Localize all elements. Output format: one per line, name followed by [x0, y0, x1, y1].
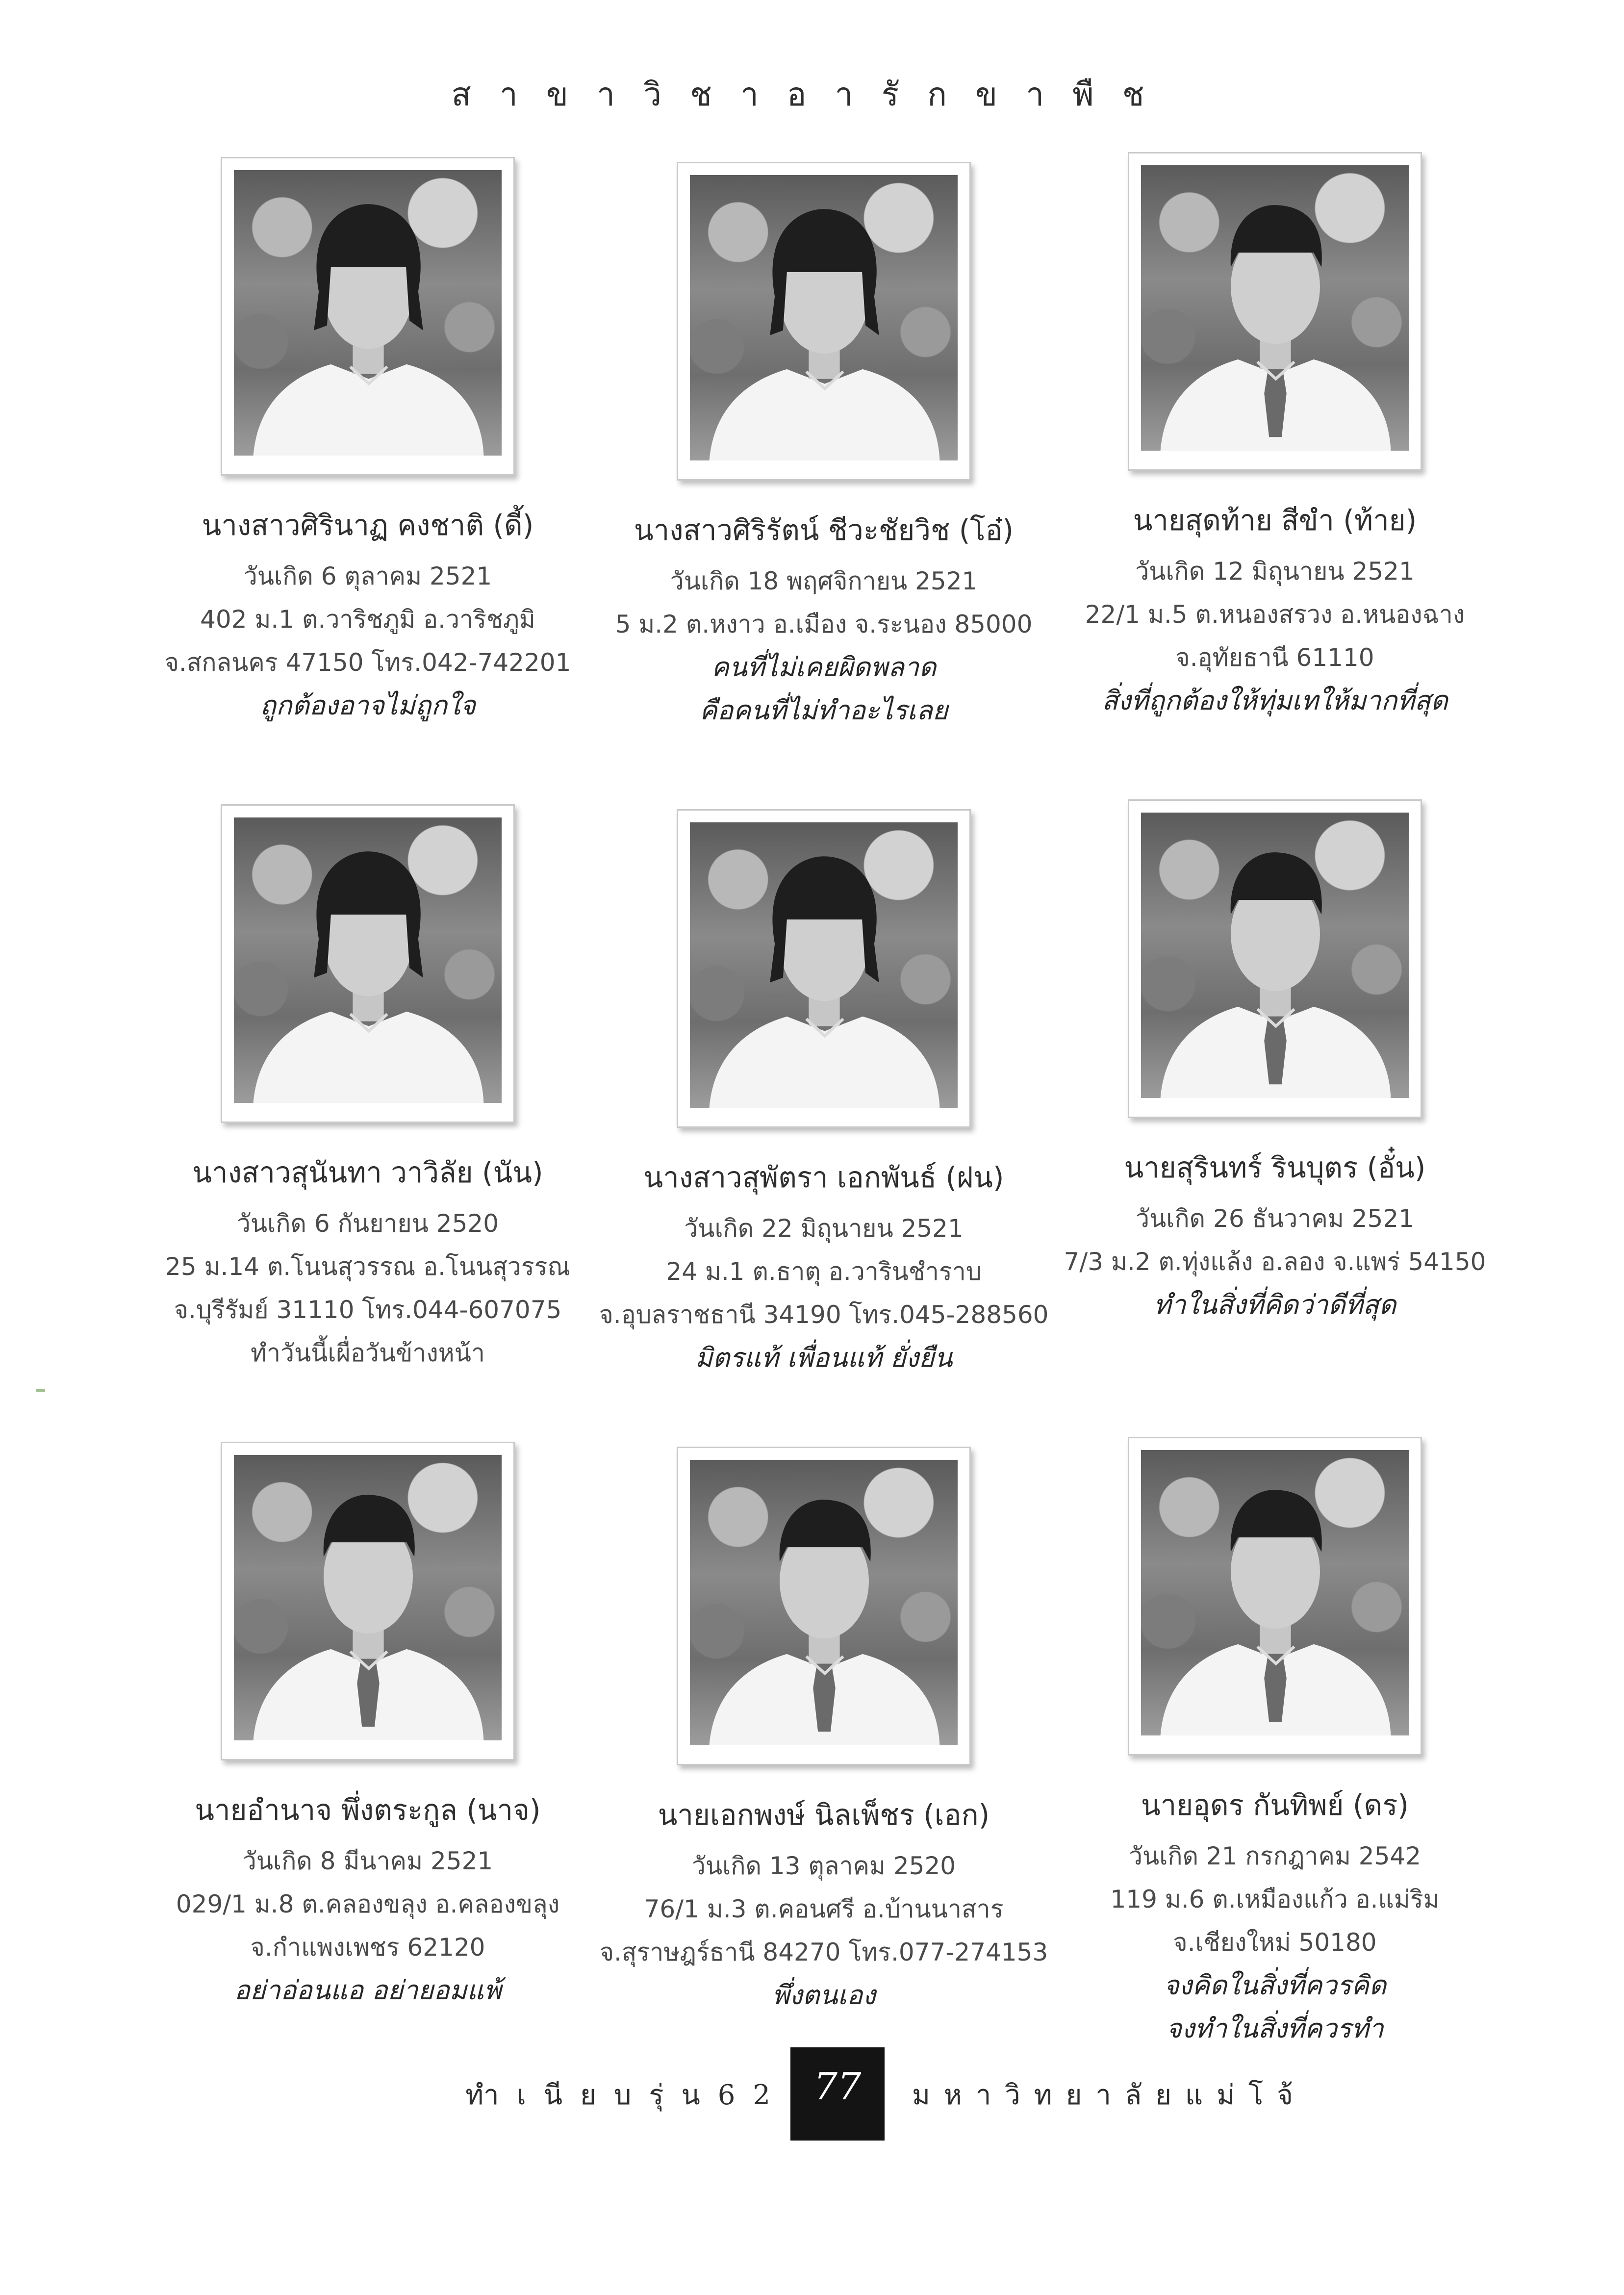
- portrait-silhouette: [234, 817, 502, 1103]
- address-line: จ.กำแพงเพชร 62120: [250, 1933, 485, 1962]
- birth-date: วันเกิด 21 กรกฎาคม 2542: [1128, 1842, 1421, 1870]
- portrait-photo: [1128, 1437, 1422, 1756]
- address-line: 5 ม.2 ต.หงาว อ.เมือง จ.ระนอง 85000: [615, 610, 1033, 638]
- address-line: จ.อุบลราชธานี 34190 โทร.045-288560: [599, 1300, 1049, 1329]
- profile-card: [579, 162, 1069, 732]
- address-line: จ.เชียงใหม่ 50180: [1173, 1928, 1377, 1957]
- portrait-photo: [221, 1442, 515, 1760]
- profile-card: [123, 1442, 613, 2012]
- address-line: 119 ม.6 ต.เหมืองแก้ว อ.แม่ริม: [1110, 1885, 1440, 1913]
- profile-card: [1030, 152, 1520, 722]
- profile-card: [1030, 1437, 1520, 2050]
- address-line: 7/3 ม.2 ต.ทุ่งแล้ง อ.ลอง จ.แพร่ 54150: [1064, 1248, 1486, 1276]
- portrait-photo: [221, 157, 515, 476]
- birth-date: วันเกิด 12 มิถุนายน 2521: [1135, 557, 1415, 586]
- portrait-silhouette: [1141, 1450, 1409, 1735]
- person-name: นายสุรินทร์ รินบุตร (อั๋น): [1124, 1151, 1426, 1184]
- portrait-silhouette: [1141, 165, 1409, 451]
- birth-date: วันเกิด 18 พฤศจิกายน 2521: [670, 567, 978, 595]
- address-line: จ.อุทัยธานี 61110: [1175, 643, 1374, 672]
- birth-date: วันเกิด 8 มีนาคม 2521: [242, 1847, 493, 1875]
- birth-date: วันเกิด 22 มิถุนายน 2521: [684, 1214, 964, 1243]
- scan-speck: [36, 1389, 45, 1392]
- address-line: จ.บุรีรัมย์ 31110 โทร.044-607075: [174, 1296, 562, 1324]
- page-number: 77: [790, 2047, 885, 2141]
- address-line: 22/1 ม.5 ต.หนองสรวง อ.หนองฉาง: [1085, 600, 1465, 629]
- address-line: 24 ม.1 ต.ธาตุ อ.วารินชำราบ: [666, 1257, 982, 1286]
- person-name: นางสาวศิริรัตน์ ชีวะชัยวิช (โอ๋): [634, 513, 1014, 547]
- profile-card: [1030, 799, 1520, 1326]
- motto-line: สิ่งที่ถูกต้องให้ทุ่มเทให้มากที่สุด: [1102, 685, 1448, 716]
- portrait-silhouette: [234, 1455, 502, 1740]
- motto-line: คนที่ไม่เคยผิดพลาด: [711, 652, 937, 683]
- person-name: นายอำนาจ พึ่งตระกูล (นาจ): [195, 1793, 541, 1827]
- motto-line: คือคนที่ไม่ทำอะไรเลย: [699, 695, 948, 726]
- address-line: 25 ม.14 ต.โนนสุวรรณ อ.โนนสุวรรณ: [165, 1252, 570, 1281]
- yearbook-title: ทำเนียบรุ่น62: [465, 2079, 788, 2111]
- profile-card: [123, 157, 613, 727]
- portrait-silhouette: [690, 1460, 958, 1745]
- motto-line: พึ่งตนเอง: [772, 1980, 876, 2011]
- address-line: 76/1 ม.3 ต.คอนศรี อ.บ้านนาสาร: [644, 1895, 1004, 1923]
- motto-line: มิตรแท้ เพื่อนแท้ ยั่งยืน: [695, 1342, 953, 1373]
- portrait-photo: [1128, 152, 1422, 471]
- motto-line: จงคิดในสิ่งที่ควรคิด: [1163, 1970, 1387, 2001]
- motto-line: จงทำในสิ่งที่ควรทำ: [1166, 2013, 1384, 2044]
- portrait-photo: [221, 804, 515, 1123]
- address-line: จ.สุราษฎร์ธานี 84270 โทร.077-274153: [599, 1938, 1048, 1966]
- motto-line: ถูกต้องอาจไม่ถูกใจ: [260, 690, 476, 721]
- person-name: นายสุดท้าย สีขำ (ท้าย): [1133, 504, 1417, 537]
- birth-date: วันเกิด 13 ตุลาคม 2520: [691, 1852, 956, 1880]
- page-footer: [0, 2047, 1624, 2141]
- portrait-silhouette: [1141, 813, 1409, 1098]
- profile-card: [123, 804, 613, 1375]
- person-name: นายเอกพงษ์ นิลเพ็ชร (เอก): [658, 1798, 990, 1832]
- birth-date: วันเกิด 6 ตุลาคม 2521: [243, 562, 492, 590]
- portrait-photo: [677, 1447, 971, 1765]
- person-name: นางสาวสุพัตรา เอกพันธ์ (ฝน): [643, 1161, 1004, 1194]
- profile-card: [579, 809, 1069, 1379]
- address-line: ทำวันนี้เผื่อวันข้างหน้า: [250, 1339, 485, 1367]
- address-line: 029/1 ม.8 ต.คลองขลุง อ.คลองขลุง: [176, 1890, 560, 1918]
- portrait-photo: [677, 162, 971, 481]
- address-line: จ.สกลนคร 47150 โทร.042-742201: [164, 648, 571, 677]
- motto-line: ทำในสิ่งที่คิดว่าดีที่สุด: [1153, 1289, 1396, 1320]
- portrait-photo: [677, 809, 971, 1128]
- person-name: นายอุดร กันทิพย์ (ดร): [1141, 1788, 1409, 1822]
- profile-card: [579, 1447, 1069, 2017]
- page-header: สาขาวิชาอารักขาพืช: [451, 76, 1173, 113]
- portrait-silhouette: [690, 175, 958, 460]
- birth-date: วันเกิด 6 กันยายน 2520: [236, 1209, 499, 1238]
- birth-date: วันเกิด 26 ธันวาคม 2521: [1136, 1204, 1414, 1233]
- motto-line: อย่าอ่อนแอ อย่ายอมแพ้: [234, 1975, 502, 2006]
- portrait-silhouette: [234, 170, 502, 456]
- person-name: นางสาวศิรินาฏ คงชาติ (ดี้): [202, 509, 534, 542]
- address-line: 402 ม.1 ต.วาริชภูมิ อ.วาริชภูมิ: [200, 605, 535, 634]
- portrait-photo: [1128, 799, 1422, 1118]
- portrait-silhouette: [690, 822, 958, 1108]
- university-name: มหาวิทยาลัยแม่โจ้: [912, 2079, 1307, 2111]
- person-name: นางสาวสุนันทา วาวิลัย (นัน): [192, 1156, 543, 1189]
